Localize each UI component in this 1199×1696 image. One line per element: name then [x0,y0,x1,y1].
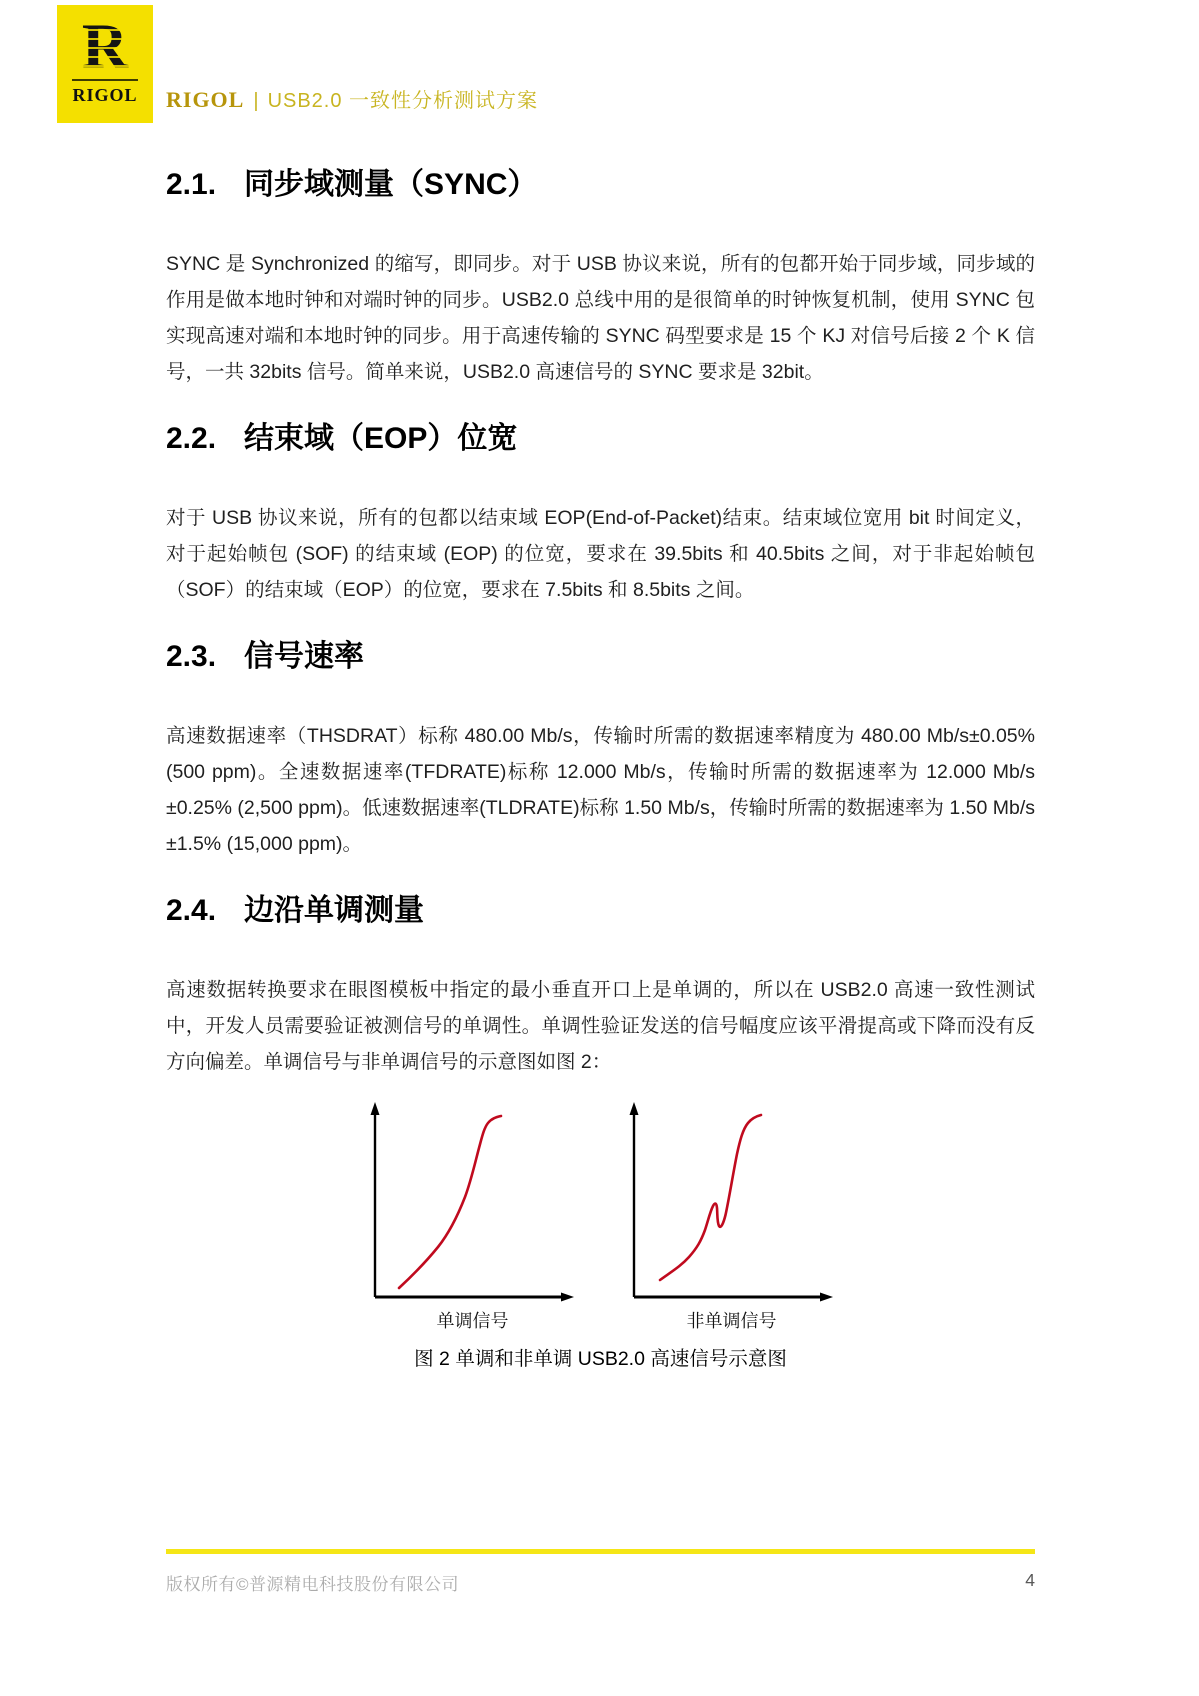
section-paragraph-2-3: 高速数据速率（THSDRAT）标称 480.00 Mb/s，传输时所需的数据速率精度为 480.00 Mb/s±0.05% (500 ppm)。全速数据速率(TFDRATE)标称 12.000 Mb/s，传输时所需的数据速率为 12.000 Mb/s ±0.25% (2,500 ppm)。低速数据速率(TLDRATE)标称 1.50 Mb/s，传输时所需的数据速率为 1.50 Mb/s ±1.5% (15,000 ppm)。 [166,725,1035,855]
section-number: 2.4. [166,894,217,927]
section-title: 结束域（EOP）位宽 [244,422,518,455]
section-title: 边沿单调测量 [244,894,425,927]
monotonic-signal-plot [370,1100,575,1305]
figure-caption: 图 2 单调和非单调 USB2.0 高速信号示意图 [414,1348,787,1370]
footer-rule [166,1549,1035,1554]
footer-page-number: 4 [1025,1570,1035,1590]
non-monotonic-curve [660,1115,761,1280]
svg-text:R: R [81,11,129,77]
section-paragraph-2-4: 高速数据转换要求在眼图模板中指定的最小垂直开口上是单调的，所以在 USB2.0 高速一致性测试中，开发人员需要验证被测信号的单调性。单调性验证发送的信号幅度应该平滑提高或下降而没有反方向偏差。单调信号与非单调信号的示意图如图 2： [166,979,1035,1073]
rigol-logo [57,5,153,123]
x-axis-arrow-icon [561,1293,574,1302]
header-brand: RIGOL [166,87,245,112]
footer-copyright: 版权所有©普源精电科技股份有限公司 [166,1575,460,1594]
x-axis-arrow-icon [820,1293,833,1302]
section-heading-2-3 [166,640,1035,674]
section-heading-2-1 [166,168,1035,202]
y-axis-arrow-icon [630,1102,639,1115]
section-heading-2-2 [166,422,1035,456]
monotonic-signal-chart [370,1100,575,1333]
rigol-r-icon [70,11,140,77]
logo-wordmark: RIGOL [72,85,138,105]
section-number: 2.1. [166,168,217,201]
section-paragraph-2-2: 对于 USB 协议来说，所有的包都以结束域 EOP(End-of-Packet)结束。结束域位宽用 bit 时间定义，对于起始帧包 (SOF) 的结束域 (EOP) 的位宽，要求在 39.5bits 和 40.5bits 之间，对于非起始帧包（SOF）的结束域（EOP）的位宽，要求在 7.5bits 和 8.5bits 之间。 [166,507,1035,601]
section-title: 信号速率 [244,640,365,673]
section-paragraph-2-1: SYNC 是 Synchronized 的缩写，即同步。对于 USB 协议来说，所有的包都开始于同步域，同步域的作用是做本地时钟和对端时钟的同步。USB2.0 总线中用的是很简单的时钟恢复机制，使用 SYNC 包实现高速对端和本地时钟的同步。用于高速传输的 SYNC 码型要求是 15 个 KJ 对信号后接 2 个 K 信号，一共 32bits 信号。简单来说，USB2.0 高速信号的 SYNC 要求是 32bit。 [166,253,1035,383]
section-number: 2.2. [166,422,217,455]
section-title: 同步域测量（SYNC） [244,168,538,201]
non-monotonic-signal-chart [629,1100,834,1333]
header-separator: | [253,90,259,112]
content-column [166,168,1035,1371]
logo-divider [72,79,138,81]
chart-label: 非单调信号 [686,1311,777,1331]
y-axis-arrow-icon [371,1102,380,1115]
section-heading-2-4 [166,894,1035,928]
header-title: USB2.0 一致性分析测试方案 [267,90,539,112]
figure-2 [166,1100,1035,1371]
monotonic-curve [399,1116,501,1288]
page-header [166,84,538,113]
figure-charts-row [370,1100,1035,1333]
chart-label: 单调信号 [436,1311,509,1331]
section-number: 2.3. [166,640,217,673]
non-monotonic-signal-plot [629,1100,834,1305]
